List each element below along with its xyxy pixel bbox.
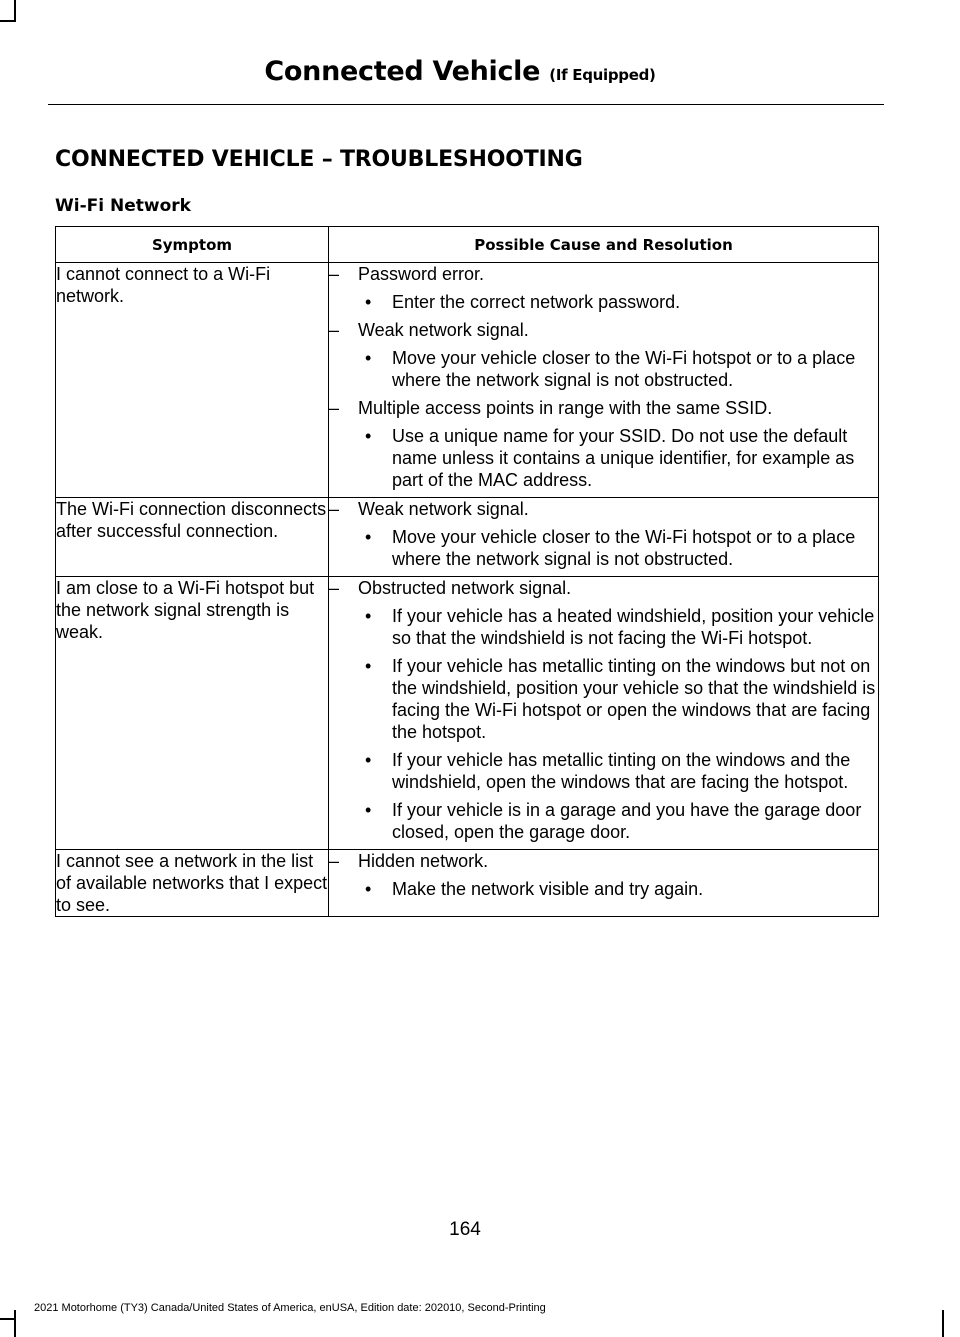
fix-list bbox=[329, 425, 878, 491]
cause-text: Obstructed network signal. bbox=[358, 578, 572, 598]
header-title: Connected Vehicle bbox=[264, 56, 541, 87]
fix-text: Enter the correct network password. bbox=[392, 292, 681, 312]
dash-marker: – bbox=[329, 851, 340, 871]
crop-mark bbox=[0, 1318, 16, 1320]
cause-item bbox=[329, 577, 878, 599]
dash-marker: – bbox=[329, 264, 340, 284]
dash-marker: – bbox=[329, 320, 340, 340]
fix-list bbox=[329, 605, 878, 843]
cause-item bbox=[329, 850, 878, 872]
fix-list bbox=[329, 878, 878, 900]
resolution-cell bbox=[329, 263, 879, 498]
bullet-marker: • bbox=[365, 879, 372, 899]
fix-text: Make the network visible and try again. bbox=[392, 879, 704, 899]
resolution-cell bbox=[329, 577, 879, 850]
fix-list bbox=[329, 526, 878, 570]
fix-item bbox=[329, 749, 878, 793]
column-header-resolution: Possible Cause and Resolution bbox=[329, 227, 879, 263]
crop-mark bbox=[942, 1310, 944, 1337]
fix-item bbox=[329, 655, 878, 743]
fix-text: Move your vehicle closer to the Wi-Fi hotspot or to a place where the network signal is not obstructed. bbox=[392, 348, 856, 390]
column-header-symptom: Symptom bbox=[56, 227, 329, 263]
cause-item bbox=[329, 498, 878, 520]
cause-item bbox=[329, 263, 878, 285]
table-row bbox=[56, 850, 879, 917]
page-number: 164 bbox=[449, 1219, 481, 1240]
resolution-cell bbox=[329, 498, 879, 577]
cause-text: Password error. bbox=[358, 264, 485, 284]
cause-text: Weak network signal. bbox=[358, 499, 529, 519]
cause-item bbox=[329, 397, 878, 419]
fix-text: If your vehicle has metallic tinting on the windows but not on the windshield, position your vehicle so that the windshield is facing the Wi-Fi hotspot or open the windows that are facing the hotspot. bbox=[392, 656, 876, 742]
fix-list bbox=[329, 291, 878, 313]
dash-marker: – bbox=[329, 398, 340, 418]
footer-text: 2021 Motorhome (TY3) Canada/United States of America, enUSA, Edition date: 202010, Second-Printing bbox=[34, 1302, 546, 1314]
fix-text: Move your vehicle closer to the Wi-Fi hotspot or to a place where the network signal is not obstructed. bbox=[392, 527, 856, 569]
symptom-cell: I cannot see a network in the list of available networks that I expect to see. bbox=[56, 851, 328, 915]
troubleshooting-table bbox=[55, 226, 879, 917]
section-title: CONNECTED VEHICLE – TROUBLESHOOTING bbox=[55, 147, 583, 172]
bullet-marker: • bbox=[365, 800, 372, 820]
bullet-marker: • bbox=[365, 750, 372, 770]
fix-item bbox=[329, 605, 878, 649]
bullet-marker: • bbox=[365, 426, 372, 446]
fix-item bbox=[329, 347, 878, 391]
bullet-marker: • bbox=[365, 656, 372, 676]
dash-marker: – bbox=[329, 578, 340, 598]
symptom-cell: I cannot connect to a Wi-Fi network. bbox=[56, 263, 329, 498]
table-row bbox=[56, 577, 879, 850]
header-divider bbox=[48, 104, 884, 105]
bullet-marker: • bbox=[365, 348, 372, 368]
table-body bbox=[56, 263, 879, 917]
fix-item bbox=[329, 878, 878, 900]
fix-text: If your vehicle has metallic tinting on the windows and the windshield, open the windows that are facing the hotspot. bbox=[392, 750, 851, 792]
cause-item bbox=[329, 319, 878, 341]
symptom-cell: I am close to a Wi-Fi hotspot but the network signal strength is weak. bbox=[56, 577, 329, 850]
bullet-marker: • bbox=[365, 292, 372, 312]
bullet-marker: • bbox=[365, 527, 372, 547]
fix-item bbox=[329, 799, 878, 843]
fix-item bbox=[329, 425, 878, 491]
dash-marker: – bbox=[329, 499, 340, 519]
table-row bbox=[56, 263, 879, 498]
fix-list bbox=[329, 347, 878, 391]
subsection-title: Wi-Fi Network bbox=[55, 196, 191, 216]
crop-mark bbox=[14, 0, 16, 22]
crop-mark bbox=[0, 20, 16, 22]
fix-text: Use a unique name for your SSID. Do not use the default name unless it contains a unique identifier, for example as part of the MAC address. bbox=[392, 426, 855, 490]
crop-mark bbox=[14, 1310, 16, 1337]
cause-text: Multiple access points in range with the same SSID. bbox=[358, 398, 773, 418]
table-row bbox=[56, 498, 879, 577]
bullet-marker: • bbox=[365, 606, 372, 626]
fix-item bbox=[329, 526, 878, 570]
page-header bbox=[0, 56, 920, 87]
cause-text: Weak network signal. bbox=[358, 320, 529, 340]
resolution-cell bbox=[329, 850, 879, 917]
fix-text: If your vehicle is in a garage and you have the garage door closed, open the garage door. bbox=[392, 800, 862, 842]
fix-text: If your vehicle has a heated windshield, position your vehicle so that the windshield is not facing the Wi-Fi hotspot. bbox=[392, 606, 875, 648]
table-header-row bbox=[56, 227, 879, 263]
header-subtitle: (If Equipped) bbox=[549, 66, 656, 84]
cause-text: Hidden network. bbox=[358, 851, 489, 871]
symptom-cell: The Wi-Fi connection disconnects after successful connection. bbox=[56, 498, 329, 577]
fix-item bbox=[329, 291, 878, 313]
